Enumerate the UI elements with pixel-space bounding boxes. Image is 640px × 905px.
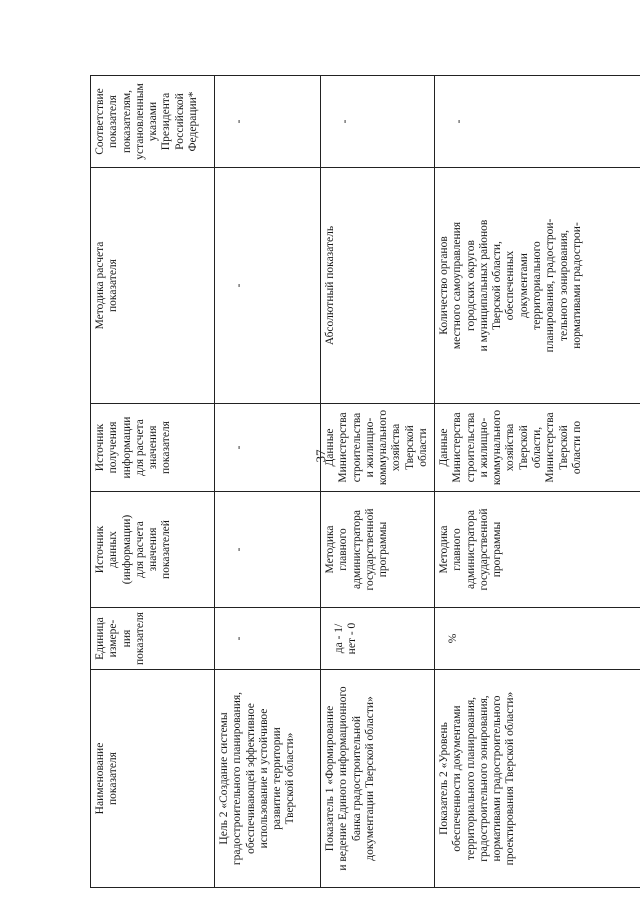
cell-presidential-compliance: - <box>321 76 435 168</box>
cell-indicator-name: Цель 2 «Создание системы градостроительного планирования, обеспечивающей эффективное использование и устойчивое развитие территории Тверской области» <box>215 670 321 888</box>
cell-info-source: - <box>215 404 321 492</box>
header-unit: Единица измере- ния показателя <box>91 608 215 670</box>
cell-presidential-compliance: - <box>435 76 640 168</box>
cell-data-source: Методика главного администратора государственной программы <box>435 492 640 608</box>
table-row-goal-2 <box>215 76 321 888</box>
header-info-source: Источник получения информации для расчета значения показателя <box>91 404 215 492</box>
cell-data-source: - <box>215 492 321 608</box>
indicators-table <box>90 75 640 888</box>
cell-presidential-compliance: - <box>215 76 321 168</box>
header-presidential-compliance: Соответствие показателя показателям, установленным указами Президента Российской Федерации* <box>91 76 215 168</box>
cell-indicator-name: Показатель 1 «Формирование и ведение Единого информационного банка градостроительной документации Тверской области» <box>321 670 435 888</box>
cell-unit: да - 1/ нет - 0 <box>321 608 435 670</box>
cell-unit: % <box>435 608 640 670</box>
table-row-indicator-1 <box>321 76 435 888</box>
header-data-source: Источник данных (информации) для расчета значения показателей <box>91 492 215 608</box>
header-indicator-name: Наименование показателя <box>91 670 215 888</box>
cell-calculation-method: Количество органов местного самоуправления городских округов и муниципальных районов Тверской области, обеспеченных документами территориального планирования, градострои- тельного зонирования, нормативами градострои- <box>435 168 640 404</box>
table-row-indicator-2 <box>435 76 640 888</box>
cell-calculation-method: Абсолютный показатель <box>321 168 435 404</box>
cell-data-source: Методика главного администратора государственной программы <box>321 492 435 608</box>
header-calculation-method: Методика расчета показателя <box>91 168 215 404</box>
table-header-row <box>91 76 215 888</box>
cell-info-source: Данные Министерства строительства и жилищно- коммунального хозяйства Тверской области <box>321 404 435 492</box>
cell-indicator-name: Показатель 2 «Уровень обеспеченности документами территориального планирования, градостроительного зонирования, нормативами градостроительного проектирования Тверской области» <box>435 670 640 888</box>
cell-info-source: Данные Министерства строительства и жилищно- коммунального хозяйства Тверской области, Министерства Тверской области по <box>435 404 640 492</box>
cell-calculation-method: - <box>215 168 321 404</box>
page-number: 37 <box>313 449 328 463</box>
rotated-table-container <box>90 76 640 888</box>
cell-unit: - <box>215 608 321 670</box>
